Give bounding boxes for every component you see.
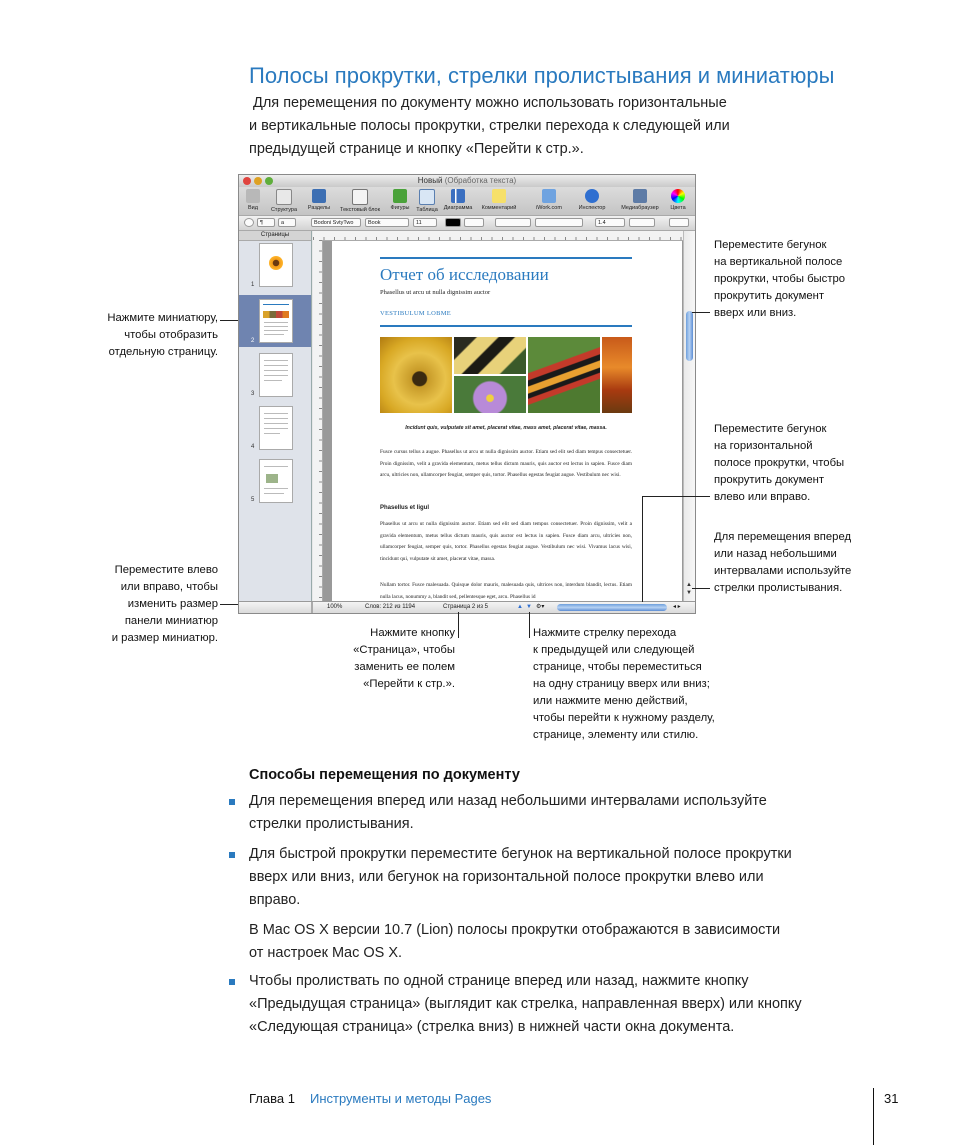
toolbar-sections-button[interactable] <box>305 189 333 211</box>
callout-line <box>529 612 530 638</box>
toolbar-label: Текстовый блок <box>340 207 380 213</box>
section-rule <box>380 325 632 327</box>
toolbar-comment-button[interactable] <box>477 189 521 211</box>
callout-line-text: «Перейти к стр.». <box>363 678 455 690</box>
callout-line <box>692 312 710 313</box>
bullet-line: Чтобы пролиствать по одной странице вперед или назад, нажмите кнопку <box>249 973 749 989</box>
toolbar-view-button[interactable] <box>242 189 264 211</box>
bullet-marker <box>229 852 235 858</box>
thumb-text-line <box>264 326 288 327</box>
callout-line-text: на одну страницу вверх или вниз; <box>533 678 710 690</box>
bullet-line: вправо. <box>249 892 301 908</box>
action-menu-gear-icon[interactable]: ⚙▾ <box>536 604 545 610</box>
horizontal-scroll-arrows[interactable]: ◂ ▸ <box>673 604 681 610</box>
outline-icon <box>276 189 292 205</box>
textbox-icon <box>352 189 368 205</box>
callout-line-text: прокрутить документ <box>714 290 825 302</box>
top-rule <box>380 257 632 259</box>
toolbar-label: Таблица <box>416 207 438 213</box>
toolbar-label: Цвета <box>670 205 686 211</box>
bullet-marker <box>229 979 235 985</box>
thumb-text-line <box>264 488 288 489</box>
thumb-number: 5 <box>251 497 255 503</box>
callout-line <box>220 604 238 605</box>
prev-page-arrow-icon[interactable]: ▲ <box>517 604 523 610</box>
alignment-buttons[interactable] <box>535 218 583 227</box>
thumb-text-line <box>264 365 288 366</box>
callout-line-text: влево или вправо. <box>714 491 811 503</box>
callout-line-text: странице, чтобы переместиться <box>533 661 702 673</box>
doc-subtitle: Phasellus ut arcu ut nulla dignissim auctor <box>380 289 491 296</box>
intro-paragraph <box>249 92 809 161</box>
page-number: 31 <box>884 1091 899 1106</box>
sidebar-resize-handle[interactable] <box>311 602 313 614</box>
doc-paragraph: Fusce cursus tellus a augue. Phasellus ut arcu ut nulla dignissim auctor. Etiam sed elit sed diam tempus consectetuer. Proin dignissim, velit a gravida elementum, metus tellus dictum mauris, quis auctor est lectus in sapien. Fusce diam arcu, ultricies non, ullamcorper feugiat, semper quis, tortor. Phasellus egestas feugiat augue. Vestibulum nec wisi. <box>380 449 632 478</box>
callout-line-text: стрелки пролистывания. <box>714 582 843 594</box>
bullet-item <box>249 790 869 836</box>
bullet-marker <box>229 799 235 805</box>
lion-note <box>249 919 869 965</box>
vertical-scrollbar[interactable] <box>683 231 696 601</box>
callout-line-text: и размер миниатюр. <box>111 632 218 644</box>
subsection-title: Способы перемещения по документу <box>249 767 520 783</box>
callout-page-button <box>310 625 455 693</box>
sidebar-header: Страницы <box>239 231 311 241</box>
toolbar-label: Вид <box>248 205 258 211</box>
bullet-item <box>249 843 869 912</box>
callout-line-text: на горизонтальной <box>714 440 813 452</box>
page-thumbnail-4[interactable] <box>259 406 293 450</box>
page-thumbnail-3[interactable] <box>259 353 293 397</box>
toolbar-label: Комментарий <box>481 205 517 211</box>
thumb-photos <box>263 311 289 318</box>
callout-line-text: чтобы перейти к нужному разделу, <box>533 712 715 724</box>
note-line: В Mac OS X версии 10.7 (Lion) полосы прокрутки отображаются в зависимости <box>249 922 781 938</box>
format-bar <box>239 215 695 231</box>
callout-line-text: к предыдущей или следующей <box>533 644 695 656</box>
thumb-text-line <box>264 380 282 381</box>
toolbar <box>239 187 695 215</box>
callout-arrows <box>533 625 763 744</box>
flower-thumb-image <box>269 256 283 270</box>
thumb-number: 2 <box>251 338 255 344</box>
callout-thumbnails <box>60 310 218 361</box>
toolbar-outline-button[interactable] <box>269 189 299 213</box>
butterfly-photo <box>454 337 526 374</box>
window-title-suffix: (Обработка текста) <box>444 176 517 185</box>
list-style-popup[interactable]: a <box>278 218 296 227</box>
callout-line-text: или назад небольшими <box>714 548 837 560</box>
callout-line-text: на вертикальной полосе <box>714 256 843 268</box>
callout-line-text: Переместите влево <box>114 564 218 576</box>
callout-line <box>692 588 710 589</box>
toolbar-label: iWork.com <box>536 205 562 211</box>
toolbar-label: Инспектор <box>578 205 606 211</box>
footer-chapter-title: Инструменты и методы Pages <box>310 1091 492 1106</box>
callout-horizontal-scroll <box>714 421 874 506</box>
thumb-text-line <box>264 466 288 467</box>
page-button[interactable]: Страница 2 из 5 <box>443 604 488 610</box>
thumb-text-line <box>264 360 288 361</box>
callout-line-text: Для перемещения вперед <box>714 531 852 543</box>
typeface-popup[interactable]: Book <box>365 218 409 227</box>
toolbar-label: Структура <box>270 207 298 213</box>
thumb-text-line <box>264 370 288 371</box>
bullet-line: вверх или вниз, или бегунок на горизонтальной полосе прокрутки влево или <box>249 869 764 885</box>
callout-line-text: отдельную страницу. <box>108 346 218 358</box>
colors-icon <box>671 189 685 203</box>
bullet-item <box>249 970 869 1039</box>
shapes-icon <box>393 189 407 203</box>
thumb-text-line <box>264 493 284 494</box>
toolbar-inspector-button[interactable] <box>575 189 609 211</box>
thumb-text-line <box>264 428 288 429</box>
callout-line-text: чтобы отобразить <box>124 329 218 341</box>
callout-line-text: Нажмите стрелку перехода <box>533 627 677 639</box>
callout-line-text: прокрутить документ <box>714 474 825 486</box>
thumb-number: 4 <box>251 444 255 450</box>
caterpillar-photo <box>528 337 600 413</box>
chart-icon <box>451 189 465 203</box>
callout-line <box>642 496 710 497</box>
aster-photo <box>454 376 526 413</box>
toolbar-table-button[interactable] <box>415 189 439 213</box>
window-titlebar <box>239 175 695 187</box>
status-bar <box>239 601 695 614</box>
pages-window-screenshot <box>238 174 696 614</box>
thumbnail-sidebar <box>239 231 312 601</box>
section-heading: Полосы прокрутки, стрелки пролистывания и миниатюры <box>249 63 835 88</box>
toolbar-label: Медиабраузер <box>621 205 659 211</box>
thumb-number: 3 <box>251 391 255 397</box>
bullet-line: «Предыдущая страница» (выглядит как стрелка, направленная вверх) или кнопку <box>249 996 802 1012</box>
toolbar-label: Фигуры <box>390 205 410 211</box>
callout-line-text: панели миниатюр <box>124 615 218 627</box>
wrap-popup[interactable] <box>669 218 689 227</box>
callout-line <box>220 320 238 321</box>
inspector-icon <box>585 189 599 203</box>
thumb-text-line <box>264 433 280 434</box>
sections-icon <box>312 189 326 203</box>
next-page-arrow-icon[interactable]: ▼ <box>526 604 532 610</box>
horizontal-ruler[interactable] <box>313 231 683 241</box>
page-thumbnail-1[interactable] <box>259 243 293 287</box>
toolbar-label: Диаграмма <box>443 205 473 211</box>
callout-line-text: интервалами используйте <box>714 565 852 577</box>
footer-divider <box>873 1088 874 1145</box>
toolbar-label: Разделы <box>307 205 331 211</box>
highlight-color-well[interactable] <box>464 218 484 227</box>
callout-vertical-scroll <box>714 237 874 322</box>
photo-caption: Incidunt quis, vulputate sit amet, placerat vitae, mass amet, placerat vitae, massa. <box>405 425 607 431</box>
doc-subheading: Phasellus et ligul <box>380 505 430 511</box>
doc-paragraph: Nullam tortor. Fusce malesuada. Quisque dolor mauris, malesuada quis, ultrices non, interdum blandit, lectus. Etiam nulla lacus, nonummy a, blandit sed, pellentesque eget, arcu. Phasellus id <box>380 582 632 600</box>
iwork-icon <box>542 189 556 203</box>
page-thumbnail-5[interactable] <box>259 459 293 503</box>
document-page[interactable] <box>332 241 682 601</box>
footer-chapter: Глава 1 <box>249 1091 295 1106</box>
callout-line-text: или нажмите меню действий, <box>533 695 688 707</box>
text-color-well[interactable] <box>445 218 461 227</box>
zoom-popup[interactable]: 100% <box>327 604 343 610</box>
callout-line-text: вверх или вниз. <box>714 307 797 319</box>
toolbar-shapes-button[interactable] <box>387 189 413 211</box>
callout-step-arrows <box>714 529 879 597</box>
callout-line <box>458 612 459 638</box>
thumb-text-line <box>264 334 284 335</box>
window-title: Новый <box>417 176 443 185</box>
columns-popup[interactable] <box>629 218 655 227</box>
thumb-text-line <box>264 330 288 331</box>
line-spacing-popup[interactable]: 1.4 <box>595 218 625 227</box>
font-family-popup[interactable]: Bodoni SvtyTwo <box>311 218 361 227</box>
toolbar-textbox-button[interactable] <box>337 189 383 213</box>
note-line: от настроек Mac OS X. <box>249 945 403 961</box>
thumb-number: 1 <box>251 282 255 288</box>
horizontal-scroll-thumb[interactable] <box>557 604 667 611</box>
bold-italic-underline-buttons[interactable] <box>495 218 531 227</box>
toolbar-chart-button[interactable] <box>441 189 475 211</box>
minimize-icon[interactable] <box>254 177 262 185</box>
page-thumbnail-2[interactable] <box>259 299 293 343</box>
callout-line-text: Переместите бегунок <box>714 423 827 435</box>
bullet-line: стрелки пролистывания. <box>249 816 414 832</box>
media-icon <box>633 189 647 203</box>
comment-icon <box>492 189 506 203</box>
callout-line <box>642 496 643 602</box>
thumb-text-line <box>264 322 288 323</box>
doc-paragraph: Phasellus ut arcu ut nulla dignissim auctor. Etiam sed elit sed diam tempus consectetuer. Proin dignissim, velit a gravida elementum, metus tellus dictum mauris, quis auctor est lectus in sapien. Fusce diam arcu, ultricies non, ullamcorper feugiat, semper quis, tortor. Phasellus egestas feugiat augue. Vestibulum nec wisi. Vivamus lacus wisi, tincidunt qui, vulputate sit amet, placerat vitae, massa. <box>380 521 632 562</box>
toolbar-media-button[interactable] <box>615 189 665 211</box>
thumb-image <box>266 474 278 483</box>
table-icon <box>419 189 435 205</box>
callout-resize <box>60 562 218 647</box>
view-icon <box>246 189 260 203</box>
thumb-text-line <box>264 423 288 424</box>
bullet-line: Для перемещения вперед или назад небольшими интервалами используйте <box>249 793 767 809</box>
callout-line-text: Переместите бегунок <box>714 239 827 251</box>
callout-line-text: Нажмите кнопку <box>370 627 455 639</box>
callout-line-text: прокрутки, чтобы быстро <box>714 273 846 285</box>
doc-section-label: VESTIBULUM LOBME <box>380 310 452 317</box>
callout-line-text: заменить ее полем <box>354 661 455 673</box>
intro-line: предыдущей странице и кнопку «Перейти к стр.». <box>249 141 584 157</box>
word-count: Слов: 212 из 1194 <box>365 604 416 610</box>
paragraph-style-popup[interactable]: ¶ <box>257 218 275 227</box>
close-icon[interactable] <box>243 177 251 185</box>
callout-line-text: «Страница», чтобы <box>353 644 455 656</box>
toolbar-colors-button[interactable] <box>667 189 689 211</box>
callout-line-text: или вправо, чтобы <box>120 581 218 593</box>
zoom-icon[interactable] <box>265 177 273 185</box>
orange-flower-photo <box>602 337 632 413</box>
toolbar-iwork-button[interactable] <box>529 189 569 211</box>
callout-line-text: изменить размер <box>127 598 218 610</box>
vertical-scroll-thumb[interactable] <box>686 311 693 361</box>
font-size-popup[interactable]: 11 <box>413 218 437 227</box>
bullet-line: «Следующая страница» (стрелка вниз) в нижней части окна документа. <box>249 1019 735 1035</box>
intro-line: Для перемещения по документу можно использовать горизонтальные <box>249 95 727 111</box>
thumb-rule <box>263 304 289 305</box>
doc-title: Отчет об исследовании <box>380 265 549 284</box>
thumb-text-line <box>264 375 288 376</box>
scroll-arrows[interactable]: ▲ ▼ <box>686 582 692 596</box>
bullet-line: Для быстрой прокрутки переместите бегунок на вертикальной полосе прокрутки <box>249 846 792 862</box>
callout-line-text: странице, элементу или стилю. <box>533 729 699 741</box>
thumb-text-line <box>264 418 288 419</box>
callout-line-text: полосе прокрутки, чтобы <box>714 457 845 469</box>
vertical-ruler[interactable] <box>313 240 323 601</box>
intro-line: и вертикальные полосы прокрутки, стрелки перехода к следующей или <box>249 118 730 134</box>
thumb-text-line <box>264 413 288 414</box>
callout-line-text: Нажмите миниатюру, <box>107 312 218 324</box>
styles-drawer-button[interactable] <box>244 218 254 227</box>
bee-photo <box>380 337 452 413</box>
